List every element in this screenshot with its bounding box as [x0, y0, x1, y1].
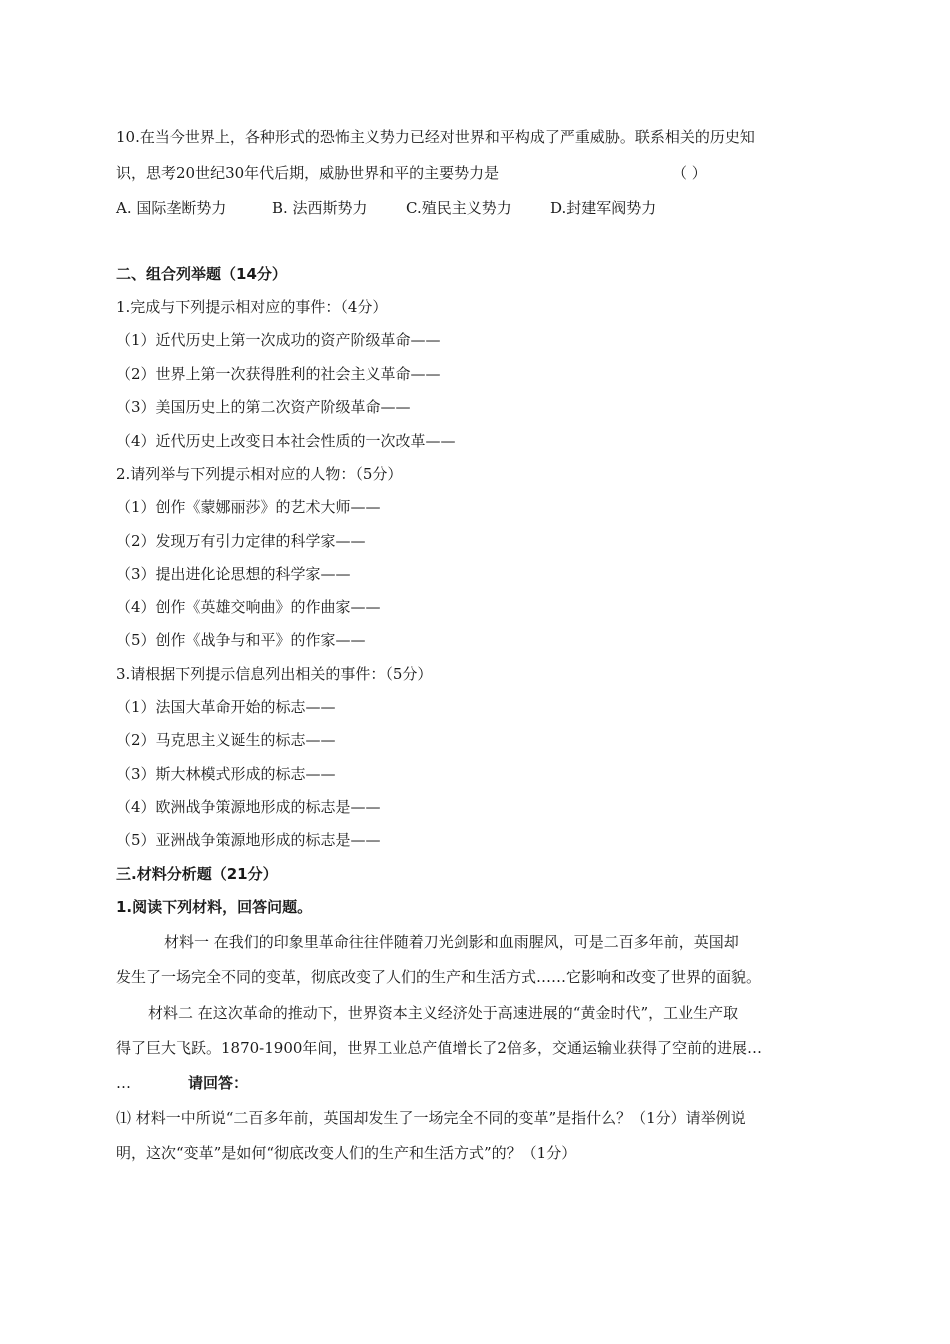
- option-d: D.封建军阀势力: [550, 199, 657, 217]
- section2-heading: 二、组合列举题（14分）: [116, 265, 287, 283]
- s2-q2-item: （5）创作《战争与和平》的作家——: [116, 631, 366, 649]
- material-1-line1: 材料一 在我们的印象里革命往往伴随着刀光剑影和血雨腥风，可是二百多年前，英国却: [164, 933, 739, 951]
- s2-q2-item: （1）创作《蒙娜丽莎》的艺术大师——: [116, 498, 381, 516]
- s2-q3-item: （3）斯大林模式形成的标志——: [116, 765, 336, 783]
- material-2-line1: 材料二 在这次革命的推动下，世界资本主义经济处于高速进展的“黄金时代”，工业生产取: [148, 1004, 739, 1022]
- s2-q2-item: （3）提出进化论思想的科学家——: [116, 565, 351, 583]
- sub-question-1-line2: 明，这次“变革”是如何“彻底改变人们的生产和生活方式”的？（1分）: [116, 1144, 577, 1162]
- s2-q2-item: （4）创作《英雄交响曲》的作曲家——: [116, 598, 381, 616]
- option-a: A. 国际垄断势力: [116, 199, 227, 217]
- s2-q3-item: （4）欧洲战争策源地形成的标志是——: [116, 798, 381, 816]
- answer-parentheses: （ ）: [672, 164, 707, 182]
- s2-q1-item: （4）近代历史上改变日本社会性质的一次改革——: [116, 432, 456, 450]
- material-1-line2: 发生了一场完全不同的变革，彻底改变了人们的生产和生活方式……它影响和改变了世界的面貌。: [116, 968, 762, 986]
- answer-prompt: 请回答：: [188, 1074, 249, 1092]
- material-2-line3: [116, 1073, 249, 1093]
- section3-heading: 三.材料分析题（21分）: [116, 865, 278, 883]
- s2-q2-item: （2）发现万有引力定律的科学家——: [116, 532, 366, 550]
- s2-q3-item: （5）亚洲战争策源地形成的标志是——: [116, 831, 381, 849]
- q10-line2: [116, 163, 707, 183]
- q10-options: [116, 198, 656, 218]
- s2-q3-item: （1）法国大革命开始的标志——: [116, 698, 336, 716]
- s3-q1-title: 1.阅读下列材料，回答问题。: [116, 898, 313, 916]
- q10-line1: 10.在当今世界上，各种形式的恐怖主义势力已经对世界和平构成了严重威胁。联系相关的历史知: [116, 128, 755, 146]
- sub-question-1-line1: ⑴ 材料一中所说“二百多年前，英国却发生了一场完全不同的变革”是指什么？（1分）请举例说: [116, 1109, 746, 1127]
- s2-q1-item: （1）近代历史上第一次成功的资产阶级革命——: [116, 331, 441, 349]
- ellipsis-continuation: …: [116, 1074, 131, 1092]
- option-b: B. 法西斯势力: [272, 199, 368, 217]
- s2-q1-title: 1.完成与下列提示相对应的事件：（4分）: [116, 298, 388, 316]
- option-c: C.殖民主义势力: [406, 199, 512, 217]
- s2-q3-title: 3.请根据下列提示信息列出相关的事件：（5分）: [116, 665, 433, 683]
- q10-line2-text: 识，思考20世纪30年代后期，威胁世界和平的主要势力是: [116, 164, 500, 182]
- s2-q1-item: （2）世界上第一次获得胜利的社会主义革命——: [116, 365, 441, 383]
- s2-q1-item: （3）美国历史上的第二次资产阶级革命——: [116, 398, 411, 416]
- s2-q3-item: （2）马克思主义诞生的标志——: [116, 731, 336, 749]
- s2-q2-title: 2.请列举与下列提示相对应的人物：（5分）: [116, 465, 403, 483]
- material-2-line2: 得了巨大飞跃。1870-1900年间，世界工业总产值增长了2倍多，交通运输业获得了空前的进展…: [116, 1039, 762, 1057]
